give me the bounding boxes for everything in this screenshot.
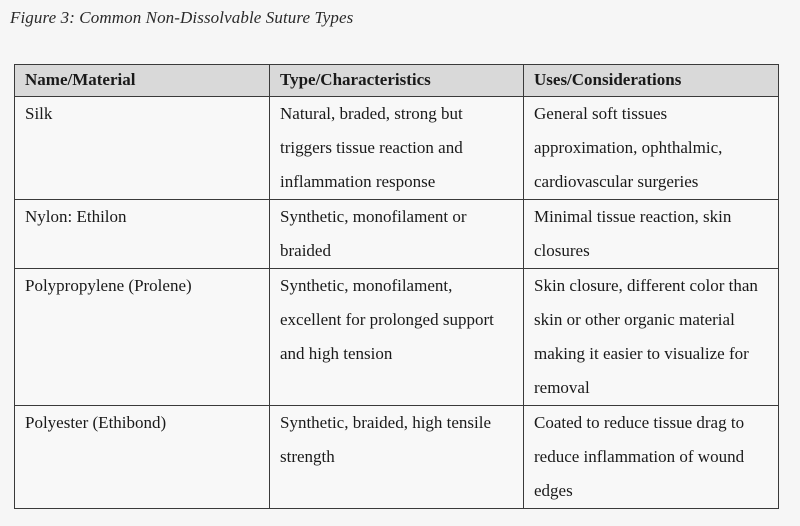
table-header-row (15, 65, 779, 97)
cell-name (15, 269, 270, 406)
header-name-material: Name/Material (15, 65, 270, 97)
table-row (15, 269, 779, 406)
cell-uses (524, 269, 779, 406)
cell-type (270, 406, 524, 509)
cell-uses (524, 406, 779, 509)
suture-types-table (14, 64, 779, 509)
cell-name (15, 97, 270, 200)
cell-text: Coated to reduce tissue drag to reduce inflammation of wound edges (534, 413, 745, 500)
cell-uses (524, 97, 779, 200)
cell-text: Nylon: Ethilon (25, 207, 127, 226)
cell-name (15, 200, 270, 269)
cell-uses (524, 200, 779, 269)
cell-type (270, 269, 524, 406)
cell-name (15, 406, 270, 509)
cell-text: Natural, braded, strong but triggers tissue reaction and inflammation response (280, 104, 463, 191)
cell-text: Skin closure, different color than skin or other organic material making it easier to visualize for removal (534, 276, 758, 397)
cell-type (270, 200, 524, 269)
table-row (15, 97, 779, 200)
table-row (15, 406, 779, 509)
cell-text: Synthetic, monofilament or braided (280, 207, 467, 260)
cell-text: General soft tissues approximation, ophthalmic, cardiovascular surgeries (534, 104, 723, 191)
cell-text: Minimal tissue reaction, skin closures (534, 207, 732, 260)
table-row (15, 200, 779, 269)
cell-text: Polyester (Ethibond) (25, 413, 167, 432)
header-uses-considerations: Uses/Considerations (524, 65, 779, 97)
cell-text: Polypropylene (Prolene) (25, 276, 192, 295)
cell-text: Synthetic, braided, high tensile strength (280, 413, 492, 466)
cell-type (270, 97, 524, 200)
figure-caption: Figure 3: Common Non-Dissolvable Suture Types (10, 8, 354, 27)
cell-text: Synthetic, monofilament, excellent for prolonged support and high tension (280, 276, 494, 363)
cell-text: Silk (25, 104, 53, 123)
header-type-characteristics: Type/Characteristics (270, 65, 524, 97)
